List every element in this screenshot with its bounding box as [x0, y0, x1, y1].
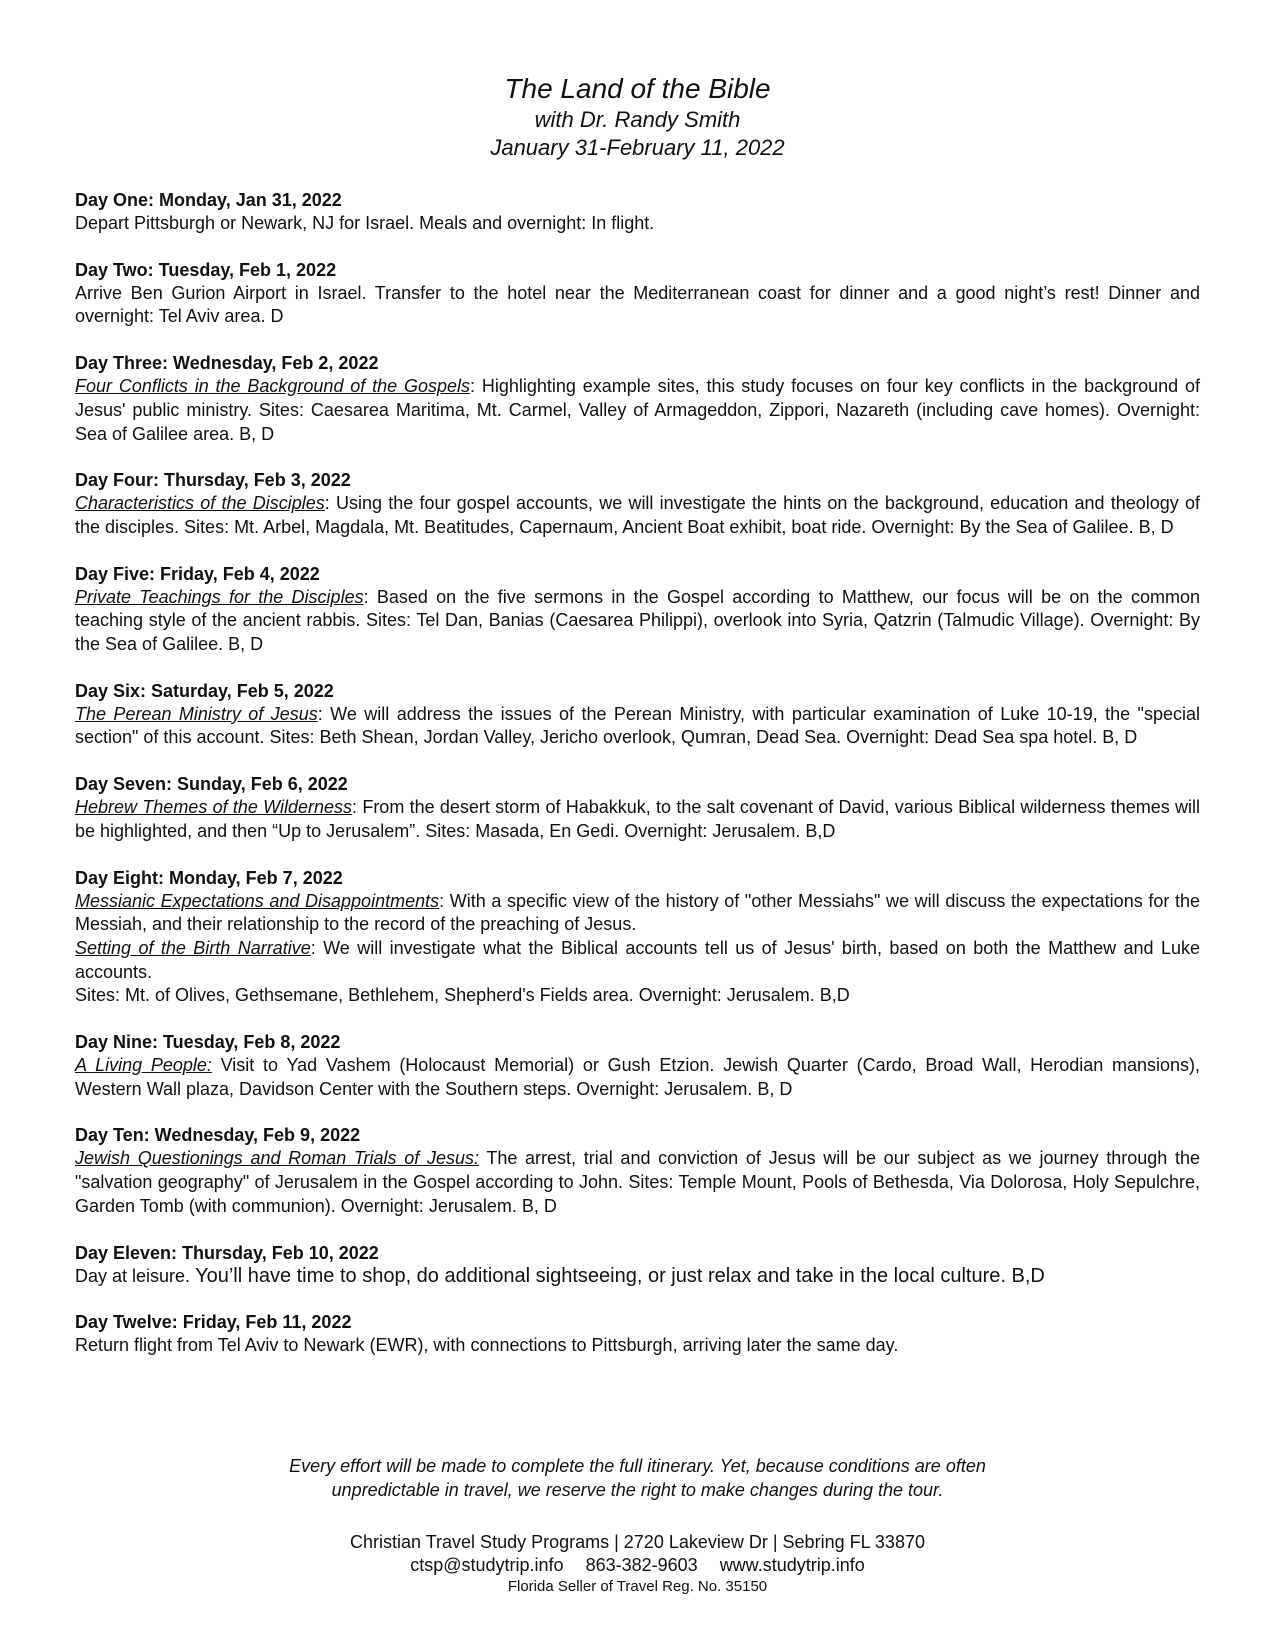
description-text: : We will investigate what the Biblical accounts tell us of Jesus' birth, based on both the Matthew and Luke accounts.: [75, 937, 1201, 982]
day-title: Day Four: Thursday, Feb 3, 2022: [75, 470, 351, 491]
day-description: [75, 586, 1200, 657]
day-title: Day Ten: Wednesday, Feb 9, 2022: [75, 1125, 361, 1146]
study-topic: Hebrew Themes of the Wilderness: [75, 797, 353, 818]
day-block: [75, 679, 1200, 750]
document-dates: January 31-February 11, 2022: [490, 135, 785, 160]
day-block: [75, 258, 1200, 329]
document-subtitle: with Dr. Randy Smith: [534, 107, 741, 132]
day-title: Day Nine: Tuesday, Feb 8, 2022: [75, 1032, 341, 1053]
description-text: Return flight from Tel Aviv to Newark (EWR), with connections to Pittsburgh, arriving later the same day.: [75, 1335, 899, 1356]
day-block: [75, 468, 1200, 539]
day-block: [75, 562, 1200, 657]
day-title: Day Five: Friday, Feb 4, 2022: [75, 563, 320, 584]
day-description: [75, 1054, 1200, 1101]
disclaimer: [0, 1454, 1275, 1502]
day-title: Day One: Monday, Jan 31, 2022: [75, 190, 342, 210]
day-block: [75, 1241, 1200, 1289]
day-description: [75, 212, 1200, 236]
description-text: Day at leisure.: [75, 1265, 196, 1286]
description-text: Visit to Yad Vashem (Holocaust Memorial) or Gush Etzion. Jewish Quarter (Cardo, Broad Wall, Herodian mansions), Western Wall plaza, Davidson Center with the Southern steps. Overnight: Jerusalem. B, D: [75, 1055, 1200, 1099]
day-description: [75, 796, 1200, 843]
document-header: [0, 72, 1275, 162]
study-topic: Jewish Questionings and Roman Trials of Jesus:: [75, 1148, 479, 1169]
day-description: [75, 937, 1200, 984]
day-block: [75, 1030, 1200, 1101]
day-block: [75, 1310, 1200, 1358]
footer-address: Christian Travel Study Programs | 2720 Lakeview Dr | Sebring FL 33870: [350, 1532, 925, 1552]
footer: [0, 1531, 1275, 1596]
day-title: Day Eight: Monday, Feb 7, 2022: [75, 867, 343, 888]
day-block: [75, 351, 1200, 446]
description-text: : With a specific view of the history of "other Messiahs" we will discuss the expectations for the Messiah, and their relationship to the record of the preaching of Jesus.: [75, 890, 1201, 935]
day-title: Day Twelve: Friday, Feb 11, 2022: [75, 1312, 352, 1333]
study-topic: Characteristics of the Disciples: [75, 493, 325, 514]
day-title: Day Eleven: Thursday, Feb 10, 2022: [75, 1242, 379, 1263]
day-description: [75, 984, 1200, 1008]
description-text: You’ll have time to shop, do additional sightseeing, or just relax and take in the local culture. B,D: [195, 1264, 1045, 1287]
study-topic: Setting of the Birth Narrative: [75, 937, 311, 958]
day-title: Day Six: Saturday, Feb 5, 2022: [75, 680, 334, 701]
day-block: [75, 1123, 1200, 1218]
disclaimer-line: unpredictable in travel, we reserve the right to make changes during the tour.: [331, 1480, 944, 1500]
description-text: Sites: Mt. of Olives, Gethsemane, Bethlehem, Shepherd's Fields area. Overnight: Jerusalem. B,D: [75, 985, 850, 1006]
day-title: Day Two: Tuesday, Feb 1, 2022: [75, 259, 337, 280]
footer-phone: 863-382-9603: [585, 1555, 698, 1575]
day-description: [75, 492, 1200, 539]
document-title: The Land of the Bible: [504, 73, 771, 104]
day-description: [75, 890, 1200, 937]
day-description: [75, 375, 1200, 446]
description-text: : Using the four gospel accounts, we will investigate the hints on the background, education and theology of the disciples. Sites: Mt. Arbel, Magdala, Mt. Beatitudes, Capernaum, Ancient Boat exhibit, boat ride. Overnight: By the Sea of Galilee. B, D: [75, 493, 1200, 537]
day-block: [75, 772, 1200, 843]
description-text: Depart Pittsburgh or Newark, NJ for Israel. Meals and overnight: In flight.: [75, 213, 655, 233]
footer-registration: Florida Seller of Travel Reg. No. 35150: [507, 1578, 768, 1595]
day-description: [75, 1265, 1200, 1289]
footer-email: ctsp@studytrip.info: [410, 1555, 564, 1575]
day-block: [75, 866, 1200, 1009]
day-description: [75, 1147, 1200, 1218]
description-text: The arrest, trial and conviction of Jesus will be our subject as we journey through the "salvation geography" of Jerusalem in the Gospel according to John. Sites: Temple Mount, Pools of Bethesda, Via Dolorosa, Holy Sepulchre, Garden Tomb (with communion). Overnight: Jerusalem. B, D: [75, 1148, 1200, 1216]
study-topic: The Perean Ministry of Jesus: [75, 703, 318, 724]
description-text: : Highlighting example sites, this study focuses on four key conflicts in the background of Jesus' public ministry. Sites: Caesarea Maritima, Mt. Carmel, Valley of Armageddon, Zippori, Nazareth (including cave homes). Overnight: Sea of Galilee area. B, D: [75, 376, 1201, 444]
study-topic: Four Conflicts in the Background of the Gospels: [75, 376, 471, 397]
footer-contact: [0, 1554, 1275, 1577]
description-text: : We will address the issues of the Perean Ministry, with particular examination of Luke 10-19, the "special section" of this account. Sites: Beth Shean, Jordan Valley, Jericho overlook, Qumran, Dead Sea. Overnight: Dead Sea spa hotel. B, D: [75, 703, 1200, 748]
day-title: Day Three: Wednesday, Feb 2, 2022: [75, 353, 379, 374]
day-block: [75, 188, 1200, 236]
study-topic: Private Teachings for the Disciples: [75, 586, 364, 607]
footer-website: www.studytrip.info: [719, 1555, 865, 1575]
day-description: [75, 703, 1200, 750]
day-description: [75, 1334, 1200, 1358]
description-text: Arrive Ben Gurion Airport in Israel. Transfer to the hotel near the Mediterranean coast for dinner and a good night’s rest! Dinner and overnight: Tel Aviv area. D: [75, 282, 1200, 327]
itinerary-list: [75, 188, 1200, 1380]
description-text: : From the desert storm of Habakkuk, to the salt covenant of David, various Biblical wilderness themes will be highlighted, and then “Up to Jerusalem”. Sites: Masada, En Gedi. Overnight: Jerusalem. B,D: [75, 797, 1201, 841]
description-text: : Based on the five sermons in the Gospel according to Matthew, our focus will be on the common teaching style of the ancient rabbis. Sites: Tel Dan, Banias (Caesarea Philippi), overlook into Syria, Qatzrin (Talmudic Village). Overnight: By the Sea of Galilee. B, D: [75, 586, 1200, 655]
study-topic: Messianic Expectations and Disappointments: [75, 890, 440, 911]
disclaimer-line: Every effort will be made to complete the full itinerary. Yet, because conditions are often: [289, 1456, 986, 1476]
day-description: [75, 282, 1200, 329]
study-topic: A Living People:: [75, 1055, 212, 1076]
day-title: Day Seven: Sunday, Feb 6, 2022: [75, 774, 348, 795]
